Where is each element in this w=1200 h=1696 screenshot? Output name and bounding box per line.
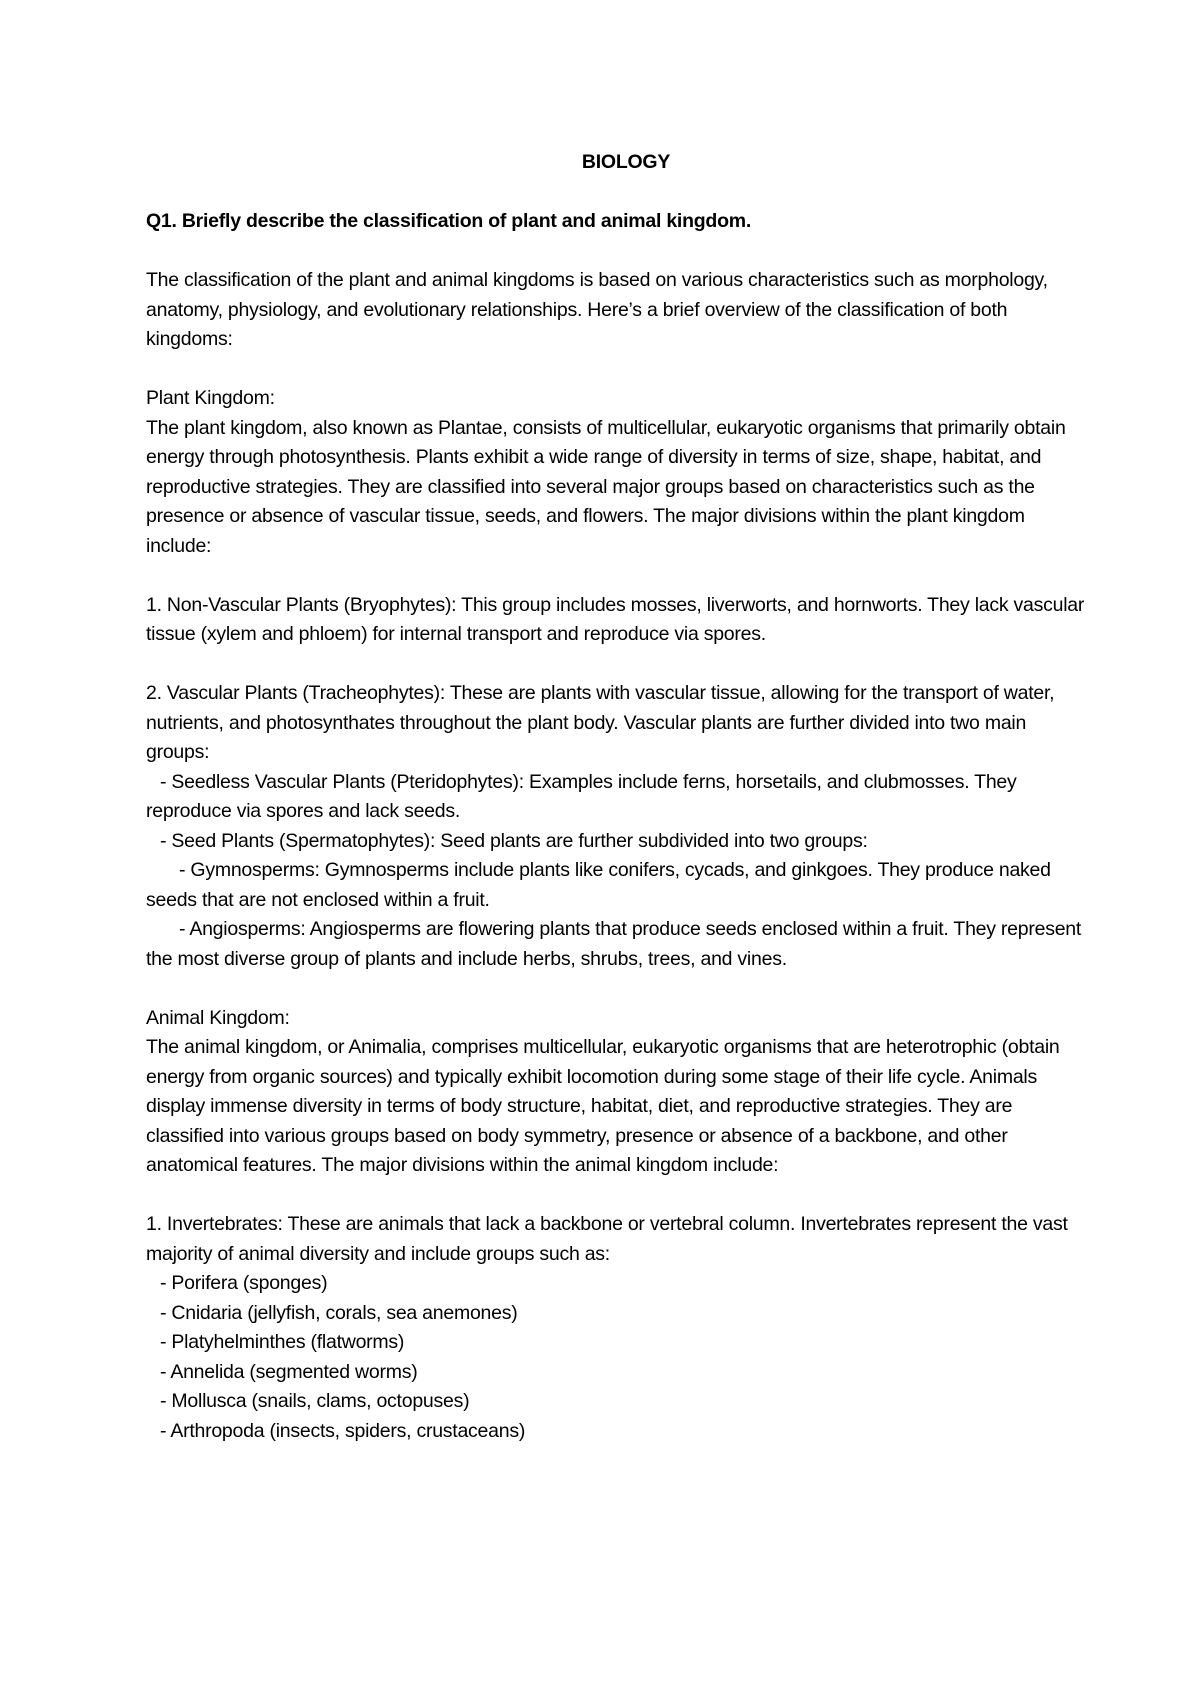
plant-subitem-angiosperms: - Angiosperms: Angiosperms are flowering plants that produce seeds enclosed within a fruit. They represent the most diverse group of plants and include herbs, shrubs, trees, and vines. [146, 918, 1082, 970]
plant-kingdom-heading: Plant Kingdom: [146, 387, 275, 409]
list-item: - Annelida (segmented worms) [160, 1360, 418, 1383]
animal-item-invertebrates: 1. Invertebrates: These are animals that lack a backbone or vertebral column. Invertebrates represent the vast majority of animal diversity and include groups such as: [146, 1213, 1068, 1265]
page-title: BIOLOGY [581, 151, 671, 173]
plant-subitem-seed: - Seed Plants (Spermatophytes): Seed plants are further subdivided into two groups: [160, 829, 868, 852]
animal-kingdom-heading: Animal Kingdom: [146, 1006, 290, 1029]
document-body [146, 148, 1086, 1446]
list-item: - Porifera (sponges) [160, 1272, 328, 1294]
plant-item-vascular: 2. Vascular Plants (Tracheophytes): These are plants with vascular tissue, allowing for the transport of water, nutrients, and photosynthates throughout the plant body. Vascular plants are further divided into two main groups: [146, 682, 1055, 763]
list-item: - Platyhelminthes (flatworms) [160, 1331, 405, 1353]
plant-kingdom-description: The plant kingdom, also known as Plantae, consists of multicellular, eukaryotic organisms that primarily obtain energy through photosynthesis. Plants exhibit a wide range of diversity in terms of size, shape, habitat, and reproductive strategies. They are classified into several major groups based on characteristics such as the presence or absence of vascular tissue, seeds, and flowers. The major divisions within the plant kingdom include: [146, 416, 1066, 557]
plant-subitem-gymnosperms: - Gymnosperms: Gymnosperms include plants like conifers, cycads, and ginkgoes. They produce naked seeds that are not enclosed within a fruit. [146, 859, 1056, 911]
plant-subitem-seedless: - Seedless Vascular Plants (Pteridophytes): Examples include ferns, horsetails, and clubmosses. They reproduce via spores and lack seeds. [146, 770, 1022, 822]
list-item: - Cnidaria (jellyfish, corals, sea anemones) [160, 1301, 518, 1324]
animal-kingdom-description: The animal kingdom, or Animalia, comprises multicellular, eukaryotic organisms that are heterotrophic (obtain energy from organic sources) and typically exhibit locomotion during some stage of their life cycle. Animals display immense diversity in terms of body structure, habitat, diet, and reproductive strategies. They are classified into various groups based on body symmetry, presence or absence of a backbone, and other anatomical features. The major divisions within the animal kingdom include: [146, 1036, 1060, 1176]
list-item: - Arthropoda (insects, spiders, crustaceans) [160, 1419, 526, 1442]
list-item: - Mollusca (snails, clams, octopuses) [160, 1390, 470, 1412]
question-heading: Q1. Briefly describe the classification of plant and animal kingdom. [146, 210, 751, 232]
plant-item-non-vascular: 1. Non-Vascular Plants (Bryophytes): This group includes mosses, liverworts, and hornworts. They lack vascular tissue (xylem and phloem) for internal transport and reproduce via spores. [146, 593, 1085, 645]
intro-paragraph: The classification of the plant and animal kingdoms is based on various characteristics such as morphology, anatomy, physiology, and evolutionary relationships. Here’s a brief overview of the classification of both kingdoms: [146, 269, 1048, 350]
